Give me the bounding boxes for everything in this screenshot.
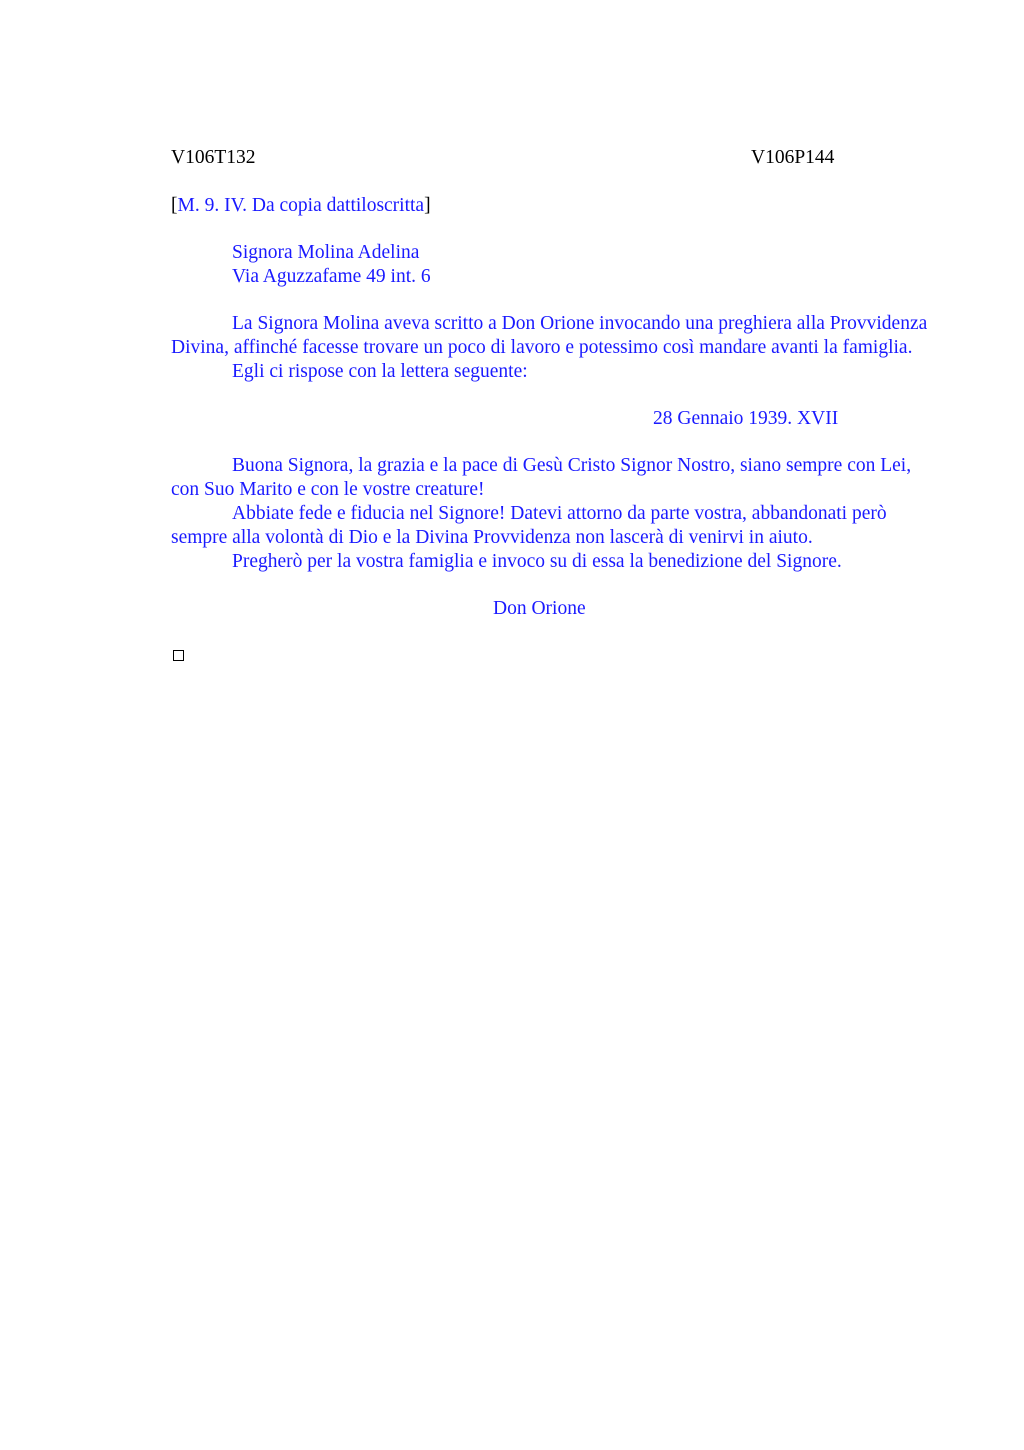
document-page (171, 146, 931, 621)
recipient-name: Signora Molina Adelina (232, 242, 420, 263)
letter-body (171, 454, 931, 574)
document-header (171, 146, 931, 170)
source-close-bracket: ] (424, 195, 431, 216)
letter-date: 28 Gennaio 1939. XVII (653, 408, 839, 429)
letter-paragraph: Abbiate fede e fiducia nel Signore! Datevi attorno da parte vostra, abbandonati però sempre alla volontà di Dio e la Divina Provvidenza non lascerà di venirvi in aiuto. (171, 503, 887, 548)
intro-paragraph: La Signora Molina aveva scritto a Don Orione invocando una preghiera alla Provvidenza Divina, affinché facesse trovare un poco di lavoro e potessimo così mandare avanti la famiglia. (171, 313, 928, 358)
recipient-block (171, 241, 931, 289)
recipient-address: Via Aguzzafame 49 int. 6 (232, 266, 431, 287)
letter-signature: Don Orione (493, 598, 586, 619)
letter-paragraph: Pregherò per la vostra famiglia e invoco su di essa la benedizione del Signore. (232, 551, 842, 572)
intro-section (171, 312, 931, 384)
end-marker-square-icon (173, 650, 184, 661)
letter-paragraph: Buona Signora, la grazia e la pace di Gesù Cristo Signor Nostro, siano sempre con Lei, con Suo Marito e con le vostre creature! (171, 455, 912, 500)
volume-page-code: V106P144 (751, 147, 835, 168)
intro-paragraph: Egli ci rispose con la lettera seguente: (232, 361, 528, 382)
volume-text-code: V106T132 (171, 147, 256, 168)
source-note-text: M. 9. IV. Da copia dattiloscritta (177, 195, 425, 216)
source-note (171, 194, 931, 218)
source-open-bracket: [ (171, 195, 178, 216)
